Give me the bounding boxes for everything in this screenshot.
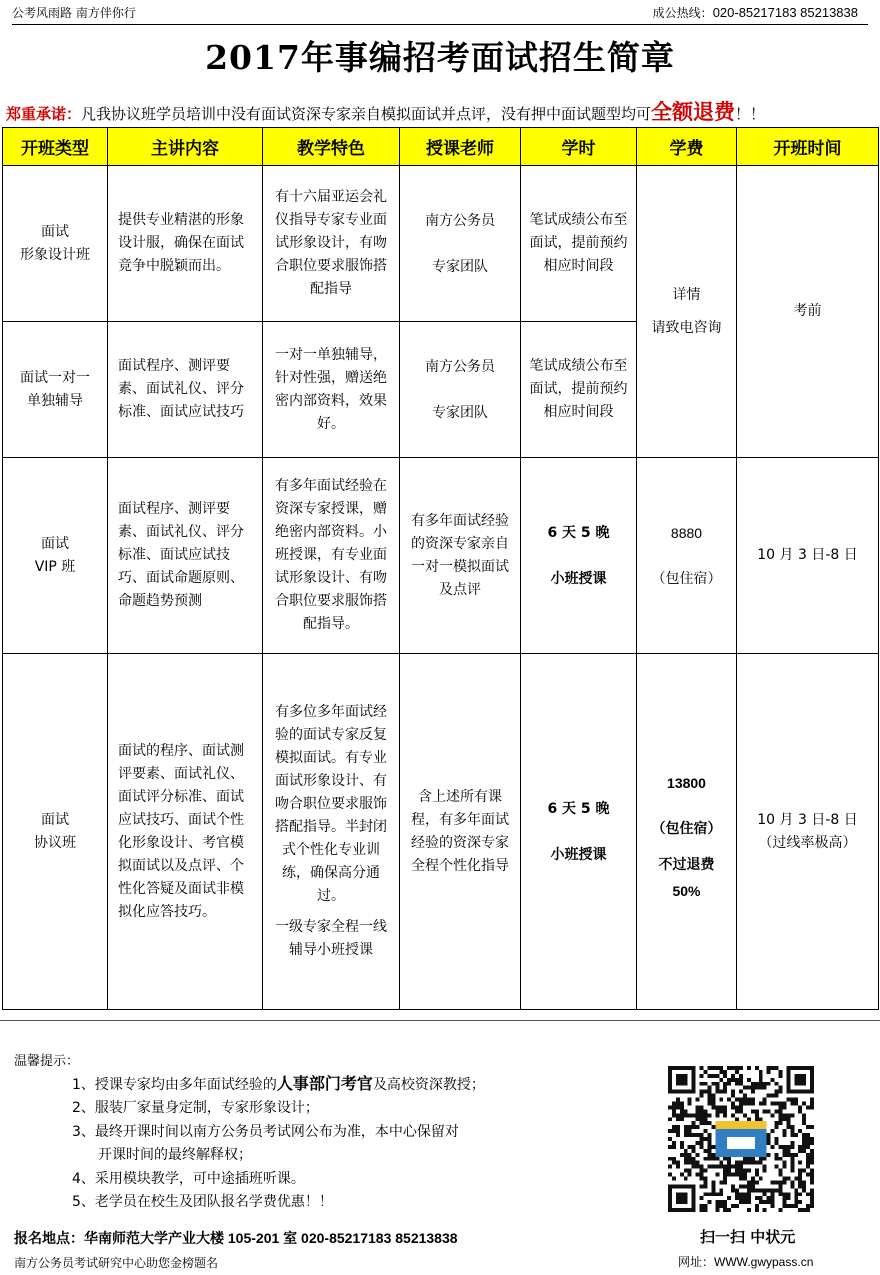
class-type-line: 面试一对一	[20, 369, 90, 386]
feature-paragraph: 一对一单独辅导，针对性强，赠送绝密内部资料，效果好。	[275, 346, 387, 432]
teacher-line: 南方公务员	[425, 212, 495, 229]
address-label: 报名地点：	[14, 1231, 84, 1247]
teacher-line: 专家团队	[432, 404, 488, 421]
hotline-numbers: 020-85217183 85213838	[712, 5, 858, 20]
teacher-cell	[400, 322, 521, 458]
website-label: 网址：	[678, 1255, 715, 1269]
header-teacher: 授课老师	[400, 128, 521, 166]
class-type-line: 面试	[41, 223, 69, 240]
teacher-line: 专家团队	[432, 258, 488, 275]
table-row	[3, 166, 879, 322]
table-row	[3, 654, 879, 1010]
promise-line	[6, 96, 878, 126]
refund-note: 不过退费	[658, 856, 715, 873]
hint-item-continued	[72, 1144, 632, 1167]
start-time-cell-merged: 考前	[737, 166, 879, 458]
start-time-line: 10 月 3 日-8 日	[757, 547, 858, 563]
header-features: 教学特色	[263, 128, 400, 166]
class-type-cell	[3, 322, 108, 458]
class-type-cell	[3, 458, 108, 654]
content-cell: 提供专业精湛的形象设计服，确保在面试竞争中脱颖而出。	[108, 166, 263, 322]
header-start-time: 开班时间	[737, 128, 879, 166]
fee-cell	[637, 458, 737, 654]
fee-amount: 8880	[670, 524, 703, 541]
registration-address	[14, 1228, 458, 1248]
header-content: 主讲内容	[108, 128, 263, 166]
fee-cell	[637, 654, 737, 1010]
hint-item	[72, 1191, 632, 1214]
hint-emphasis: 人事部门考官	[276, 1074, 373, 1093]
hotline	[653, 4, 858, 21]
class-type-line: VIP 班	[34, 558, 76, 575]
hours-cell: 笔试成绩公布至面试，提前预约相应时间段	[521, 166, 637, 322]
qr-code-icon	[668, 1066, 814, 1212]
header-hours: 学时	[521, 128, 637, 166]
class-type-line: 协议班	[34, 834, 76, 851]
course-table	[2, 127, 879, 1010]
hours-line: 6 天 5 晚	[547, 524, 610, 541]
hints-list	[72, 1072, 632, 1214]
content-cell: 面试程序、测评要素、面试礼仪、评分标准、面试应试技巧	[108, 322, 263, 458]
feature-cell	[263, 166, 400, 322]
header-class-type: 开班类型	[3, 128, 108, 166]
fee-note: （包住宿）	[651, 570, 722, 587]
address-value: 华南师范大学产业大楼 105-201 室 020-85217183 85213838	[84, 1230, 458, 1246]
hours-cell	[521, 458, 637, 654]
feature-paragraph: 有十六届亚运会礼仪指导专家专业面试形象设计，有吻合职位要求服饰搭配指导	[275, 189, 387, 297]
feature-paragraph: 有多年面试经验在资深专家授课，赠绝密内部资料。小班授课，有专业面试形象设计、有吻合职位要求服饰搭配指导。	[275, 478, 387, 632]
refund-percent: 50%	[672, 882, 701, 899]
content-cell: 面试的程序、面试测评要素、面试礼仪、面试评分标准、面试应试技巧、面试个性化形象设计、考官模拟面试以及点评、个性化答疑及面试非模拟化应答技巧。	[108, 654, 263, 1010]
class-type-cell	[3, 166, 108, 322]
top-bar	[12, 2, 858, 22]
slogan: 公考风雨路 南方伴你行	[12, 6, 136, 20]
qr-caption: 扫一扫 中状元	[700, 1228, 796, 1246]
feature-cell	[263, 322, 400, 458]
hours-cell: 笔试成绩公布至面试，提前预约相应时间段	[521, 322, 637, 458]
hint-item	[72, 1072, 632, 1097]
content-cell: 面试程序、测评要素、面试礼仪、评分标准、面试应试技巧、面试命题原则、命题趋势预测	[108, 458, 263, 654]
header-fee: 学费	[637, 128, 737, 166]
hint-item	[72, 1121, 632, 1144]
website-url: WWW.gwypass.cn	[714, 1255, 814, 1269]
hint-text: 3、最终开课时间以南方公务员考试网公布为准，本中心保留对	[72, 1123, 459, 1140]
class-type-line: 单独辅导	[27, 392, 83, 409]
hint-text: 2、服装厂家量身定制，专家形象设计；	[72, 1100, 319, 1117]
start-time-line: 10 月 3 日-8 日	[757, 811, 858, 828]
hint-item	[72, 1097, 632, 1120]
class-type-line: 面试	[41, 811, 69, 828]
fee-line: 请致电咨询	[651, 319, 722, 336]
hours-cell	[521, 654, 637, 1010]
start-time-note: （过线率极高）	[758, 834, 857, 851]
promise-text: 凡我协议班学员培训中没有面试资深专家亲自模拟面试并点评，没有押中面试题型均可	[81, 105, 652, 123]
teacher-cell: 有多年面试经验的资深专家亲自一对一模拟面试及点评	[400, 458, 521, 654]
table-row	[3, 458, 879, 654]
fee-cell-merged	[637, 166, 737, 458]
promise-lead: 郑重承诺：	[6, 105, 82, 123]
class-type-line: 面试	[41, 535, 69, 552]
teacher-cell	[400, 166, 521, 322]
start-time-cell	[737, 458, 879, 654]
feature-cell	[263, 654, 400, 1010]
website	[678, 1253, 813, 1270]
class-type-line: 形象设计班	[20, 246, 90, 263]
fee-amount: 13800	[667, 774, 706, 791]
promise-refund: 全额退费	[651, 100, 736, 124]
start-time-cell	[737, 654, 879, 1010]
hours-line: 小班授课	[550, 846, 607, 863]
hotline-label: 成公热线：	[652, 6, 713, 20]
hint-text: 及高校资深教授；	[372, 1077, 485, 1093]
hints-divider	[0, 1020, 880, 1021]
fee-note: （包住宿）	[651, 820, 722, 837]
feature-paragraph: 一级专家全程一线辅导小班授课	[275, 919, 387, 958]
hint-item	[72, 1168, 632, 1191]
page-title: 2017年事编招考面试招生简章	[205, 38, 675, 77]
fee-line: 详情	[672, 286, 701, 303]
hint-text: 1、授课专家均由多年面试经验的	[72, 1077, 277, 1093]
feature-cell	[263, 458, 400, 654]
class-type-cell	[3, 654, 108, 1010]
hours-line: 6 天 5 晚	[547, 800, 610, 817]
teacher-line: 南方公务员	[425, 358, 495, 375]
hint-text: 5、老学员在校生及团队报名学费优惠！！	[72, 1194, 333, 1211]
header-divider	[12, 24, 868, 25]
table-header-row	[3, 128, 879, 166]
hints-title: 温馨提示：	[14, 1054, 80, 1069]
feature-paragraph: 有多位多年面试经验的面试专家反复模拟面试。有专业面试形象设计、有吻合职位要求服饰搭配指导。半封闭式个性化专业训练，确保高分通过。	[275, 704, 387, 904]
hint-text: 开课时间的最终解释权；	[98, 1147, 252, 1164]
promise-tail: ！！	[735, 105, 766, 123]
hint-text: 4、采用模块教学，可中途插班听课。	[72, 1170, 305, 1187]
hours-line: 小班授课	[550, 570, 607, 587]
footer-slogan: 南方公务员考试研究中心助您金榜题名	[14, 1256, 219, 1270]
teacher-cell: 含上述所有课程，有多年面试经验的资深专家全程个性化指导	[400, 654, 521, 1010]
